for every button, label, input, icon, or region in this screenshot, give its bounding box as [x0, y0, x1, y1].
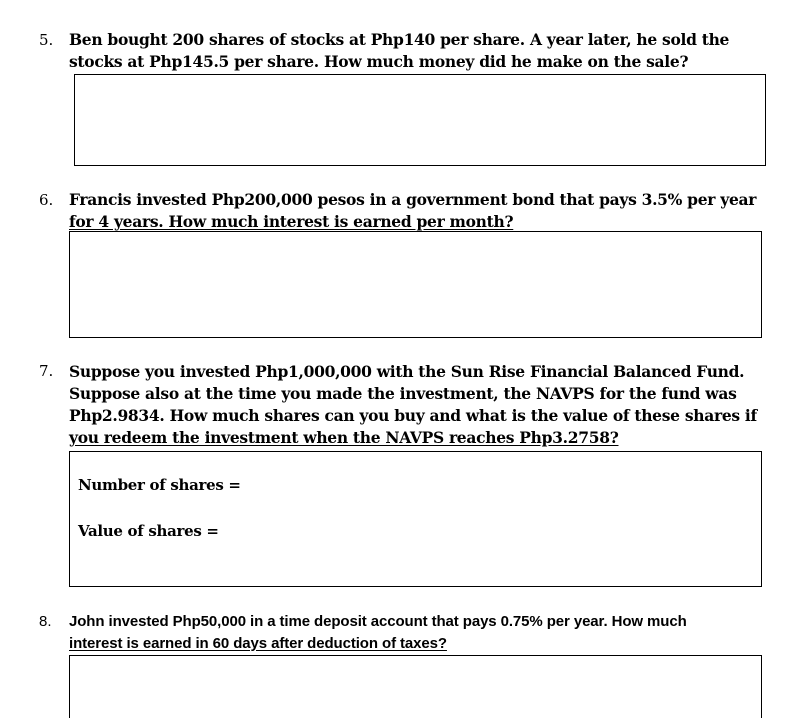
question-line: for 4 years. How much interest is earned per month? [69, 212, 514, 231]
question-text [69, 611, 687, 655]
question-line: Ben bought 200 shares of stocks at Php140 per share. A year later, he sold the [69, 30, 730, 49]
question-line: Suppose also at the time you made the investment, the NAVPS for the fund was [69, 384, 737, 403]
question-number: 7. [39, 362, 54, 380]
answer-box[interactable] [69, 231, 762, 338]
value-of-shares-field: Value of shares = [78, 522, 219, 540]
question-line: you redeem the investment when the NAVPS reaches Php3.2758? [69, 428, 619, 447]
question-line: stocks at Php145.5 per share. How much money did he make on the sale? [69, 52, 689, 71]
question-text [69, 189, 756, 233]
question-text [69, 29, 729, 73]
question-line: John invested Php50,000 in a time deposit account that pays 0.75% per year. How much [69, 613, 687, 630]
question-number: 5. [39, 31, 54, 49]
question-line: Francis invested Php200,000 pesos in a government bond that pays 3.5% per year [69, 190, 757, 209]
answer-box[interactable] [69, 655, 762, 718]
question-text [69, 361, 757, 449]
question-number: 6. [39, 191, 54, 209]
question-number: 8. [39, 613, 52, 630]
answer-box[interactable] [69, 451, 762, 587]
question-line: Php2.9834. How much shares can you buy and what is the value of these shares if [69, 406, 757, 425]
number-of-shares-field: Number of shares = [78, 476, 241, 494]
question-line: Suppose you invested Php1,000,000 with the Sun Rise Financial Balanced Fund. [69, 362, 745, 381]
answer-box[interactable] [74, 74, 766, 166]
question-line: interest is earned in 60 days after deduction of taxes? [69, 635, 447, 652]
